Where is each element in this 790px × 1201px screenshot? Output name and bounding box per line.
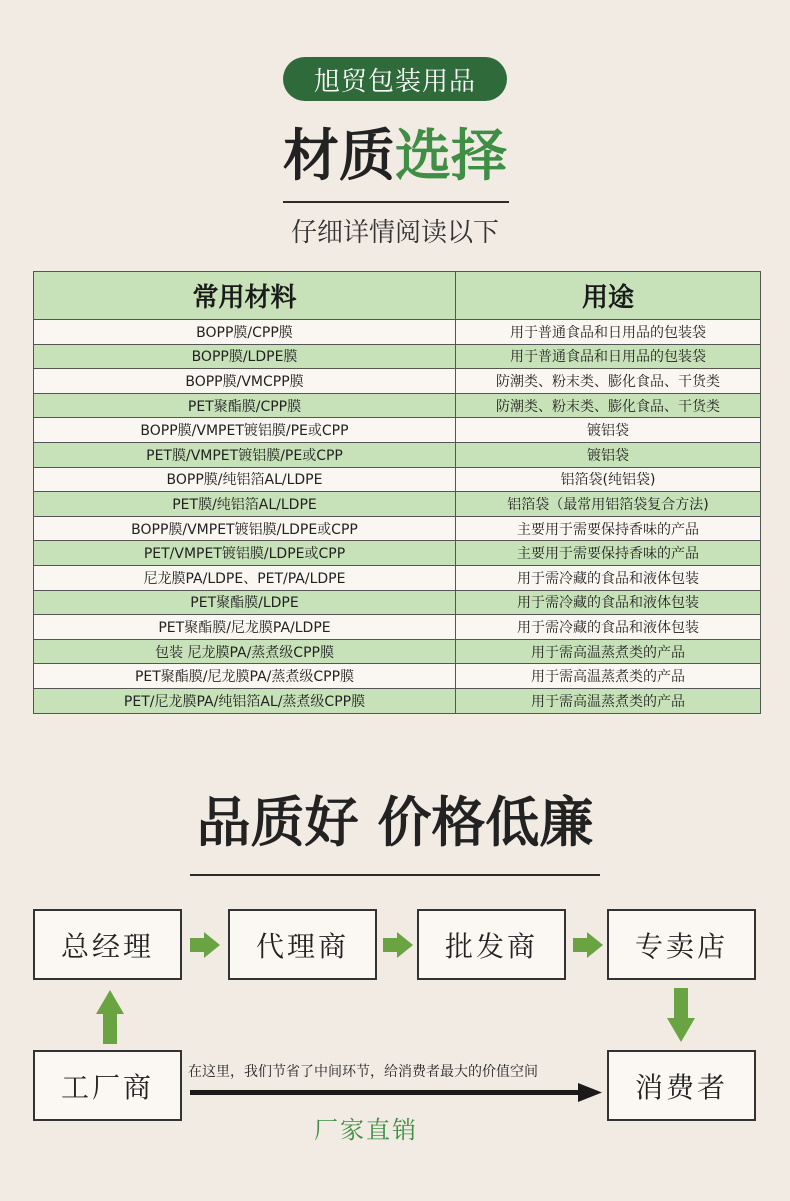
material-cell: BOPP膜/VMPET镀铝膜/PE或CPP <box>34 418 456 443</box>
usage-cell: 防潮类、粉末类、膨化食品、干货类 <box>456 393 761 418</box>
usage-cell: 镀铝袋 <box>456 442 761 467</box>
arrow-down-icon <box>667 988 695 1042</box>
material-cell: PET膜/VMPET镀铝膜/PE或CPP <box>34 442 456 467</box>
flow-note: 在这里，我们节省了中间环节，给消费者最大的价值空间 <box>188 1064 538 1080</box>
usage-cell: 用于需高温蒸煮类的产品 <box>456 639 761 664</box>
material-cell: 尼龙膜PA/LDPE、PET/PA/LDPE <box>34 565 456 590</box>
usage-cell: 铝箔袋(纯铝袋) <box>456 467 761 492</box>
arrow-up-icon <box>96 990 124 1044</box>
box-consumer: 消费者 <box>607 1050 756 1121</box>
title-part2: 选择 <box>395 124 507 189</box>
usage-cell: 用于需冷藏的食品和液体包装 <box>456 615 761 640</box>
usage-cell: 用于需冷藏的食品和液体包装 <box>456 590 761 615</box>
material-cell: BOPP膜/VMCPP膜 <box>34 369 456 394</box>
usage-cell: 主要用于需要保持香味的产品 <box>456 541 761 566</box>
subtitle: 仔细详情阅读以下 <box>290 218 499 248</box>
material-cell: PET膜/纯铝箔AL/LDPE <box>34 492 456 517</box>
usage-cell: 主要用于需要保持香味的产品 <box>456 516 761 541</box>
usage-cell: 用于普通食品和日用品的包装袋 <box>456 320 761 345</box>
material-cell: PET/VMPET镀铝膜/LDPE或CPP <box>34 541 456 566</box>
box-agent: 代理商 <box>228 909 377 980</box>
direct-sales-label: 厂家直销 <box>314 1116 418 1144</box>
section-title: 品质好 价格低廉 <box>196 791 594 854</box>
material-cell: PET/尼龙膜PA/纯铝箔AL/蒸煮级CPP膜 <box>34 688 456 713</box>
usage-cell: 铝箔袋（最常用铝箔袋复合方法) <box>456 492 761 517</box>
arrow-right-icon <box>383 932 413 958</box>
usage-cell: 用于需高温蒸煮类的产品 <box>456 664 761 689</box>
material-cell: PET聚酯膜/尼龙膜PA/蒸煮级CPP膜 <box>34 664 456 689</box>
material-cell: PET聚酯膜/CPP膜 <box>34 393 456 418</box>
direct-line <box>190 1090 580 1095</box>
arrow-right-icon <box>573 932 603 958</box>
material-cell: BOPP膜/纯铝箔AL/LDPE <box>34 467 456 492</box>
material-cell: PET聚酯膜/尼龙膜PA/LDPE <box>34 615 456 640</box>
box-general-manager: 总经理 <box>33 909 182 980</box>
material-cell: BOPP膜/CPP膜 <box>34 320 456 345</box>
material-cell: BOPP膜/LDPE膜 <box>34 344 456 369</box>
brand-pill: 旭贸包装用品 <box>283 57 507 101</box>
material-cell: 包装 尼龙膜PA/蒸煮级CPP膜 <box>34 639 456 664</box>
box-factory: 工厂商 <box>33 1050 182 1121</box>
usage-cell: 镀铝袋 <box>456 418 761 443</box>
usage-cell: 用于普通食品和日用品的包装袋 <box>456 344 761 369</box>
box-store: 专卖店 <box>607 909 756 980</box>
title-part1: 材质 <box>283 124 395 189</box>
usage-cell: 用于需冷藏的食品和液体包装 <box>456 565 761 590</box>
header-usage: 用途 <box>456 272 761 320</box>
header-material: 常用材料 <box>34 272 456 320</box>
material-cell: PET聚酯膜/LDPE <box>34 590 456 615</box>
box-wholesaler: 批发商 <box>417 909 566 980</box>
material-cell: BOPP膜/VMPET镀铝膜/LDPE或CPP <box>34 516 456 541</box>
arrow-right-black-icon <box>578 1083 602 1102</box>
arrow-right-icon <box>190 932 220 958</box>
usage-cell: 用于需高温蒸煮类的产品 <box>456 688 761 713</box>
usage-cell: 防潮类、粉末类、膨化食品、干货类 <box>456 369 761 394</box>
